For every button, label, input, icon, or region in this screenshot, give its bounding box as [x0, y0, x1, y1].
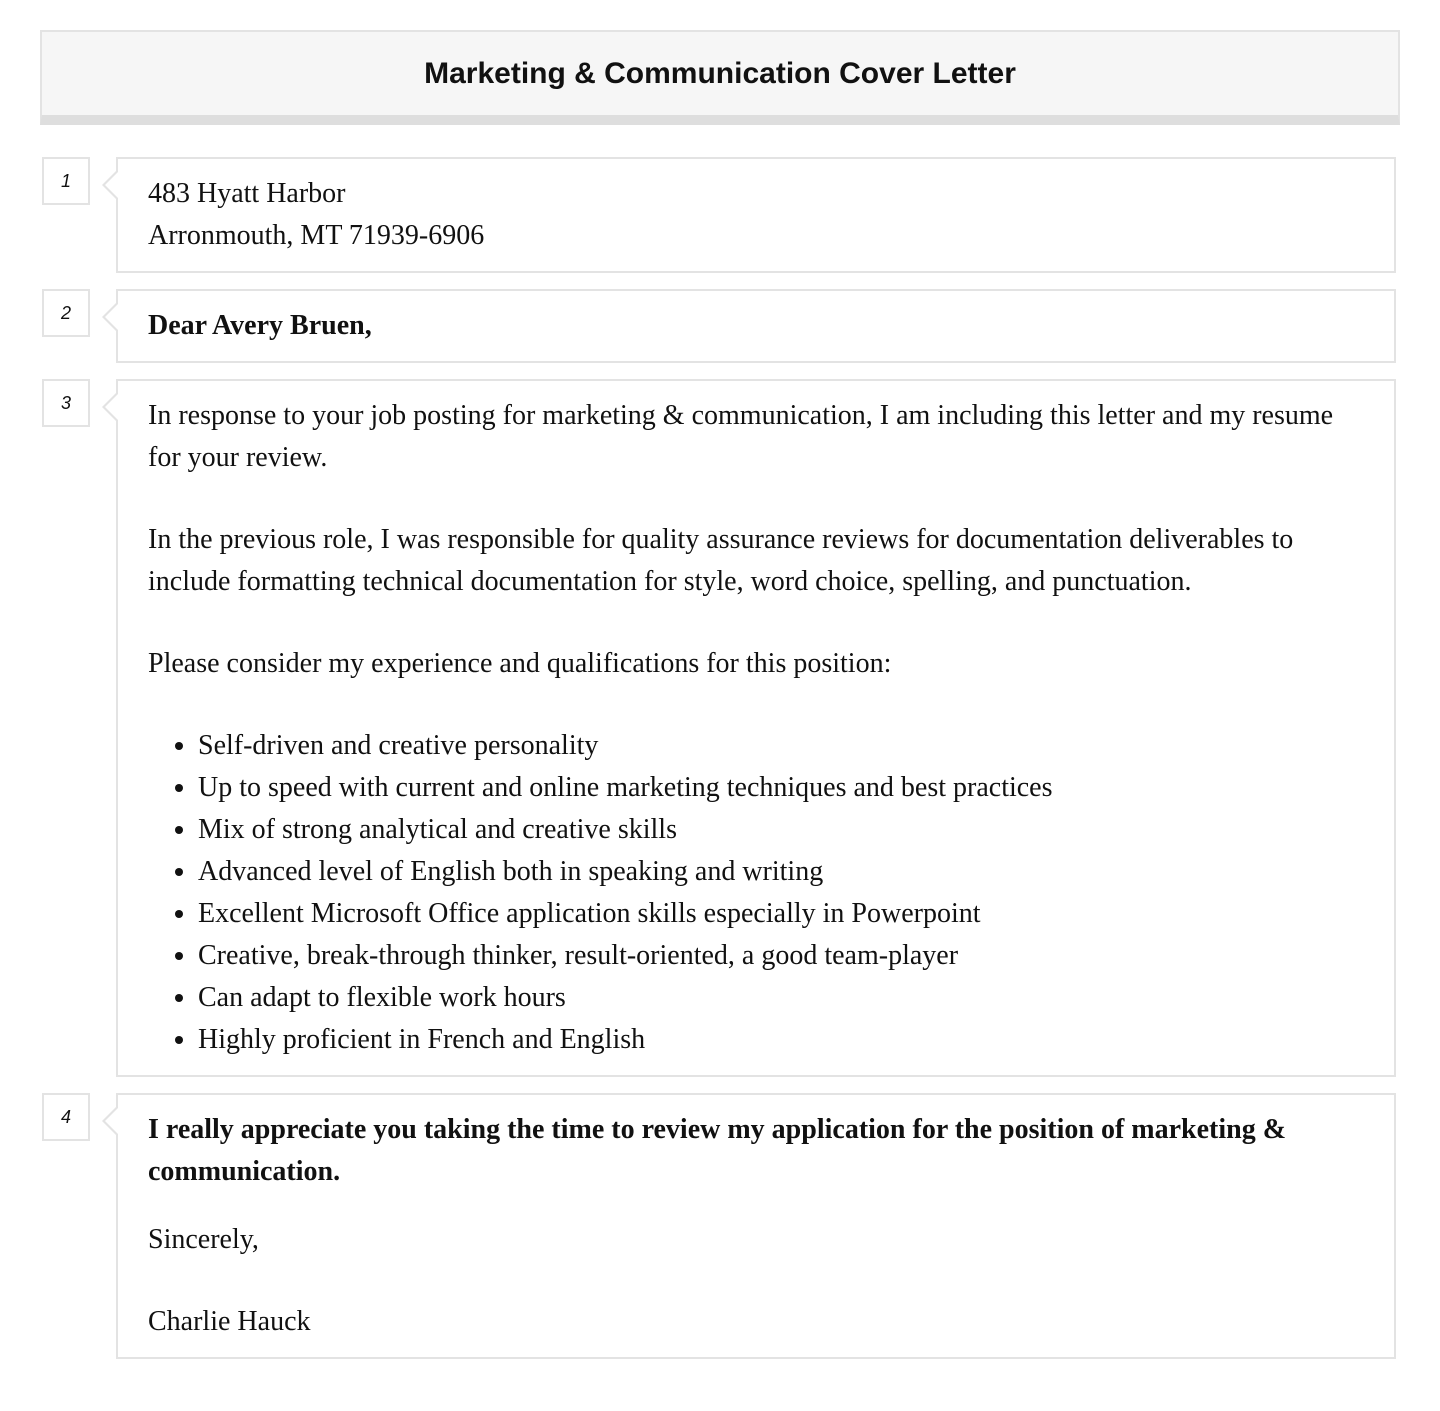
body-paragraph-2: In the previous role, I was responsible for quality assurance reviews for documentation deliverables to include formatting technical documentation for style, word choice, spelling, and punctuation.	[148, 524, 1294, 597]
page-title: Marketing & Communication Cover Letter	[424, 56, 1016, 90]
address-line-2: Arronmouth, MT 71939-6906	[148, 220, 485, 251]
section-number: 4	[42, 1093, 90, 1141]
closing-card	[116, 1093, 1396, 1359]
qualifications-list	[148, 725, 1364, 1061]
section-number: 1	[42, 157, 90, 205]
list-item: • Up to speed with current and online marketing techniques and best practices	[198, 767, 1364, 809]
signoff: Sincerely,	[148, 1224, 259, 1255]
closing-paragraph: I really appreciate you taking the time to review my application for the position of marketing & communication.	[148, 1114, 1287, 1187]
salutation-card	[116, 289, 1396, 363]
address-line-1: 483 Hyatt Harbor	[148, 178, 346, 209]
body-paragraph-3: Please consider my experience and qualifications for this position:	[148, 648, 892, 679]
list-item: • Can adapt to flexible work hours	[198, 977, 1364, 1019]
body-paragraph-1: In response to your job posting for marketing & communication, I am including this letter and my resume for your review.	[148, 400, 1334, 473]
list-item: • Mix of strong analytical and creative skills	[198, 809, 1364, 851]
list-item: • Excellent Microsoft Office application skills especially in Powerpoint	[198, 893, 1364, 935]
list-item: • Creative, break-through thinker, result-oriented, a good team-player	[198, 935, 1364, 977]
signer-name: Charlie Hauck	[148, 1306, 311, 1337]
list-item: • Advanced level of English both in speaking and writing	[198, 851, 1364, 893]
section-number: 2	[42, 289, 90, 337]
body-card	[116, 379, 1396, 1077]
list-item: • Highly proficient in French and English	[198, 1019, 1364, 1061]
header	[40, 30, 1400, 125]
list-item: • Self-driven and creative personality	[198, 725, 1364, 767]
section-number: 3	[42, 379, 90, 427]
address-card	[116, 157, 1396, 273]
salutation: Dear Avery Bruen,	[148, 310, 372, 341]
